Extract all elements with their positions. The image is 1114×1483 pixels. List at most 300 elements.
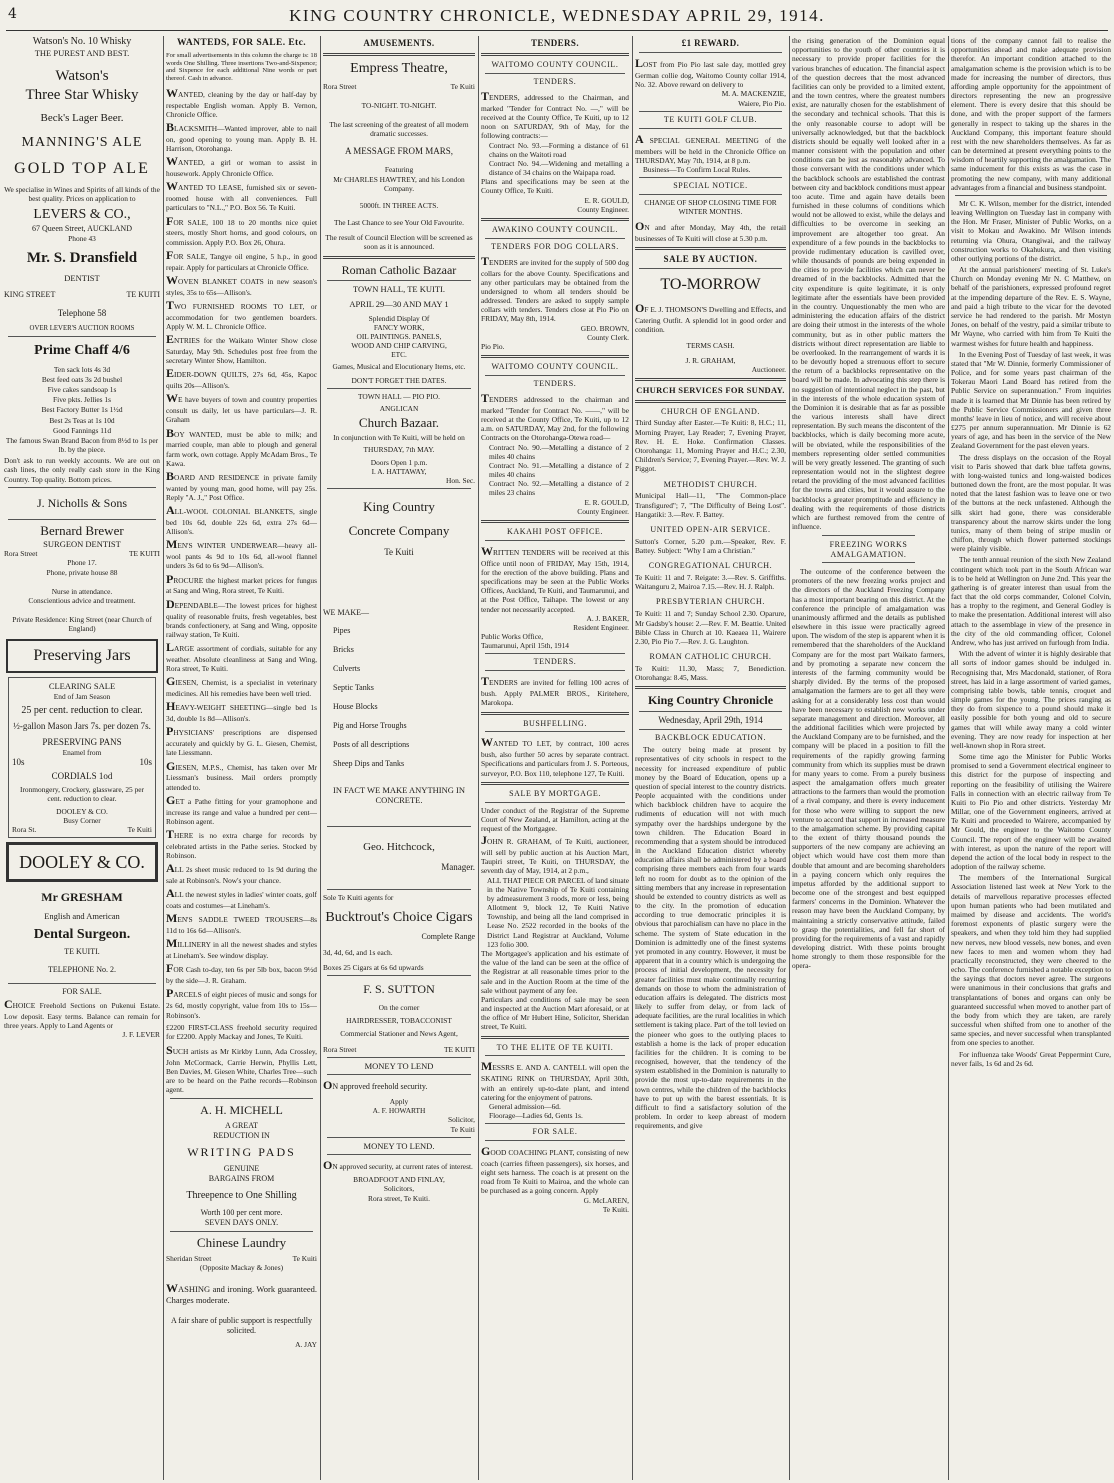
rule (485, 238, 625, 239)
notice-heading: TENDERS. (533, 77, 577, 87)
ad-chaff-prices (4, 365, 160, 455)
notice-text: A SPECIAL GENERAL MEETING of the members will be held in the Chronicle Office on THURSDAY, May 7th, 1914, at 8 p.m. (635, 131, 786, 165)
ad-busy-corner: Busy Corner (63, 815, 101, 825)
ad-dental-surgeon: Dental Surgeon. (33, 926, 131, 942)
ad-becks: Beck's Lager Beer. (40, 112, 124, 125)
ad-2200: £2200 FIRST-CLASS freehold security required for £2200. Apply Mackay and Jones, Te Kuiti. (166, 1022, 317, 1041)
ad-conscientious: Conscientious advice and treatment. (28, 595, 136, 605)
rule (481, 1036, 629, 1039)
ad-rora: Rora Street (4, 549, 38, 559)
price-line: Best Factory Butter 1s 1½d (41, 405, 123, 415)
classified-ad: WANTED, cleaning by the day or half-day by respectable English woman. Apply B. Vernon, Chronicle Office. (166, 85, 317, 119)
rule (635, 686, 786, 689)
page-number: 4 (8, 6, 17, 22)
rule (8, 983, 156, 984)
concrete-products-list (323, 626, 475, 768)
price-line: Ten sack lots 4s 3d (53, 364, 111, 374)
column-1 (4, 36, 160, 1480)
ad-solicitor: Solicitor, (447, 1115, 475, 1125)
price-line: Good Fannings 11d (52, 425, 112, 435)
classified-ad: HEAVY-WEIGHT SHEETING—single bed 1s 3d, double 1s 8d—Allison's. (166, 699, 317, 724)
ad-we-make: WE MAKE— (323, 608, 369, 618)
ad-nicholls: J. Nicholls & Sons (36, 495, 127, 510)
ad-conjunction: In conjunction with Te Kuiti, will be held on (333, 433, 465, 443)
product-item: Culverts (333, 664, 361, 674)
ad-cigar-prices: 3d, 4d, 6d, and 1s each. (323, 947, 393, 957)
ad-town-hall-pio: TOWN HALL — PIO PIO. (358, 391, 440, 401)
notice-heading: SALE BY MORTGAGE. (509, 788, 601, 798)
column-rule (163, 36, 164, 1480)
church-heading: ROMAN CATHOLIC CHURCH. (649, 652, 772, 662)
rule (485, 73, 625, 74)
rule (327, 280, 471, 281)
classified-ad: BOARD AND RESIDENCE in private family wanted by young man, good home, will pay 25s. Reply "A. J.," Post Office. (166, 468, 317, 502)
ad-bargains: BARGAINS FROM (208, 1174, 275, 1184)
ad-specialise: We specialise in Wines and Spirits of all kinds of the best quality. Prices on application to (4, 184, 160, 204)
ad-tonight: TO-NIGHT. TO-NIGHT. (361, 100, 437, 110)
ad-for-sale: FOR SALE. (62, 986, 102, 996)
ad-dransfield-location (4, 290, 160, 300)
classified-ad: MILLINERY in all the newest shades and styles at Lineham's. See window display. (166, 936, 317, 961)
ad-end-season: End of Jam Season (53, 691, 111, 701)
notice-text: The Mortgagee's application and his estimate of the value of the land can be seen at the office of the Registrar at all reasonable times prior to the sale and in the Auction Room at the time of the sale without payment of any fee. (481, 949, 629, 995)
notice-heading: FOR SALE. (532, 1127, 578, 1137)
ad-empress-location (323, 82, 475, 91)
news-text: In the Evening Post of Tuesday of last week, it was stated that "Mr W. Dinnie, formerly Commissioner of Police, and for some years past chairman of the Tokerau Maori Land Board has retired from the Public Service on superannuation." From inquiries made it is learned that Mr Dinnie has been retired by the Public Service Commissioners and given three months' leave in lieu of notice, and will receive about £275 per annum superannuation. Mr Dinnie is 62 years of age, and has been in the service of the New Zealand Government for the past eleven years. (951, 349, 1111, 451)
rule (822, 535, 915, 536)
ad-pans: PRESERVING PANS (42, 736, 122, 747)
notice-heading: SPECIAL NOTICE. (673, 181, 748, 191)
ad-rc-bazaar: Roman Catholic Bazaar (341, 262, 457, 277)
product-item: Septic Tanks (333, 683, 374, 693)
ad-stationer: Commercial Stationer and News Agent, (340, 1029, 458, 1039)
notice-signature: M. A. MACKENZIE, (721, 89, 786, 99)
column-7 (951, 36, 1111, 1480)
ad-sutton: F. S. SUTTON (363, 982, 435, 997)
notice-text: MESSRS E. AND A. CANTELL will open the SKATING RINK on THURSDAY, April 30th, with an entirely up-to-date plant, and intend catering for the enjoyment of patrons. (481, 1059, 629, 1102)
notice-heading: WAITOMO COUNTY COUNCIL. (491, 362, 619, 372)
column-rule (948, 36, 949, 1480)
ad-levers: LEVERS & CO., (33, 207, 131, 223)
ad-howarth: A. F. HOWARTH (372, 1106, 426, 1116)
notice-text: General admission—6d. (489, 1101, 561, 1111)
ad-gresham: Mr GRESHAM (41, 890, 123, 905)
notice-signature: J. R. GRAHAM, (685, 355, 736, 365)
ad-te-kuiti: TE KUITI (126, 289, 160, 299)
rule (327, 388, 471, 389)
notice-text: JOHN R. GRAHAM, of Te Kuiti, auctioneer, will sell by public auction at his Auction Mart, Taupiri street, Te Kuiti, on THURSDAY, the seventh day of May, 1914, at 2 p.m., (481, 833, 629, 876)
ad-levers-phone: Phone 43 (68, 233, 96, 243)
rule (327, 1154, 471, 1155)
ad-dooley-small: DOOLEY & CO. (56, 806, 108, 816)
classified-ad: WANTED, a girl or woman to assist in housework. Apply Chronicle Office. (166, 154, 317, 179)
ad-purest: THE PUREST AND BEST. (34, 48, 130, 59)
rule (485, 1055, 625, 1056)
ad-tomorrow: TO-MORROW (660, 276, 761, 294)
rule (485, 540, 625, 541)
newspaper-title: KING COUNTRY CHRONICLE, WEDNESDAY APRIL 29, 1914. (289, 6, 825, 25)
ad-great: A GREAT (224, 1121, 259, 1131)
notice-text: Particulars and conditions of sale may be seen and inspected at the Auction Mart aforesaid, or at the office of Mr Hubert Hine, Solicitor, Sheridan street, Te Kuiti. (481, 994, 629, 1032)
ad-bucktrout: Bucktrout's Choice Cigars (325, 909, 473, 925)
ad-telephone: Telephone 58 (57, 307, 107, 318)
ad-enamel-prices (12, 757, 152, 768)
notice-subheading: CHANGE OF SHOP CLOSING TIME FOR WINTER MONTHS. (644, 197, 777, 217)
notice-heading: KAKAHI POST OFFICE. (507, 526, 603, 536)
rule (639, 111, 782, 112)
ad-concrete-te-kuiti: Te Kuiti (384, 547, 414, 558)
rule (639, 711, 782, 712)
news-text: Mr C. K. Wilson, member for the district, intended leaving Wellington on Tuesday last in company with the Hon. Mr Fraser, Minister of Public Works, on a visit to Mokau and Awakino. Mr Wilson intends returning via Ohura, Otangiwai, and the railway construction works to Okahukura, and then visiting other outlying portions of the district. (951, 198, 1111, 263)
notice-signature: E. R. GOULD, (584, 497, 629, 507)
ad-hitchcock: Geo. Hitchcock, (363, 840, 435, 853)
rule (485, 731, 625, 732)
rule (327, 1057, 471, 1058)
ad-money-to-lend-2: MONEY TO LEND. (363, 1140, 435, 1151)
editorial-masthead: King Country Chronicle (647, 693, 774, 708)
ad-last-screening: The last screening of the greatest of all modern dramatic successes. (329, 119, 469, 139)
ad-goldtop: GOLD TOP ALE (14, 160, 150, 178)
ad-gresham-telephone: TELEPHONE No. 2. (48, 965, 116, 975)
rule (485, 1140, 625, 1141)
ad-mannings: MANNING'S ALE (21, 134, 143, 150)
church-heading: PRESBYTERIAN CHURCH. (656, 597, 765, 607)
notice-text: ALL THAT PIECE OR PARCEL of land situate in the Native Township of Te Kuiti containing by admeasurement 3 roods, more or less, being Allotment 9, block 12, Te Kuiti Native Township, and being all the land comprised in Lease No. 2522 recorded in the books of the District Land Registrar at Auckland, Volume 123 folio 300. (487, 875, 629, 949)
notice-heading: WAITOMO COUNTY COUNCIL. (491, 60, 619, 70)
news-text: The members of the International Surgical Association listened last week at New York to the details of marvellous reparative processes effected upon human patients who had been mutilated and maimed by disease and accidents. The world's foremost exponents of plastic surgery were the speakers, and when they told him they had supplied new nerves, new blood vessels, new bones, and even new faces to men and women whom they had practically reconstructed, they were cheered to the echo. The conference furnished a notable exception to the sayings that doctors never agree. The surgeons were unanimous in their conclusions that grafts and transplantations of bones and organs can only be guaranteed successful when moved to another part of the body from which they are taken, are rarely successful when shifted from one to another of the same species, and never successful when transplanted from one species to another. (951, 873, 1111, 1048)
ad-sheridan: Sheridan Street (166, 1254, 212, 1264)
ad-michell: A. H. MICHELL (200, 1102, 283, 1117)
ad-rora-kuiti: Rora street, Te Kuiti. (368, 1193, 430, 1203)
rule (323, 256, 475, 259)
ad-fair-share: A fair share of public support is respectfully solicited. (170, 1316, 313, 1335)
ad-dont-forget: DON'T FORGET THE DATES. (351, 375, 447, 385)
notice-text: GOOD COACHING PLANT, consisting of new coach (carries fifteen passengers), six horses, and eight sets harness. The coach is at present on the road from Te Kuiti to Mairoa, and the whole can be purchased as a going concern. Apply (481, 1144, 629, 1196)
ad-church-bazaar: Church Bazaar. (358, 415, 440, 431)
rule (8, 336, 156, 337)
product-item: Posts of all descriptions (333, 739, 410, 749)
classified-ad: LARGE assortment of cordials, suitable for any weather. Absolute cleanliness at Sang and Wing, Rora street, Te Kuiti. (166, 640, 317, 674)
ad-solicitors: Solicitors, (383, 1184, 415, 1194)
ad-oil-paintings: OIL PAINTINGS. PANELS, (356, 331, 442, 341)
classified-ad: GET a Pathe fitting for your gramophone and increase its range and value a hundred per cent—Robinson agent. (166, 792, 317, 826)
notice-text: ON and after Monday, May 4th, the retail businesses of Te Kuiti will close at 5.30 p.m. (635, 219, 786, 244)
ad-wood-carving: WOOD AND CHIP CARVING, (351, 341, 447, 351)
classified-ad: PHYSICIANS' prescriptions are dispensed accurately and quickly by G. L. Giesen, Chemist, late Liessmann. (166, 724, 317, 758)
product-item: Pig and Horse Troughs (333, 720, 407, 730)
ad-5000ft: 5000ft. IN THREE ACTS. (359, 200, 439, 210)
church-heading: UNITED OPEN-AIR SERVICE. (650, 524, 771, 534)
notice-text: Plans and specifications may be seen at the County Office, Te Kuiti. (481, 177, 629, 196)
rule (8, 487, 156, 488)
ad-reduction-in: REDUCTION IN (213, 1131, 270, 1141)
price-line: Five pkts. Jellies 1s (53, 395, 111, 405)
classified-ad: WOVEN BLANKET COATS in new season's styles, 35s to 65s—Allison's. (166, 272, 317, 297)
editorial-text: The outcry being made at present by representatives of city schools in respect to the necessity for increased expenditure of public money by the Board of Education, opens up a question of special interest to the country districts. People acquainted with the conditions under which backblock children have to acquire the rudiments of education will not with much sympathy over the hardships undergone by the town children. The Education Board in recommending that a system should be introduced in the Auckland Education district whereby education affairs shall be administered by a board comprising three members each from four wards left no room for doubt as to the opinion of the sitting members that any increase in representation should be extended to country districts as well as to the city. In the promotion of education according to true democratic principles it is obvious that parochialism can have no place in the scheme. The system of State education in the Dominion is admittedly one of the finest systems yet promoted in any country. However, it must be apparent that in a country which is undergoing the process of initial development, the necessity for greater facilities must make continually recurring demands on those to whom the administration of education affairs is delegated. The districts most likely to suffer from delay, or from lack of adequate facilities, are the rural localities in which settlement is taking place. Part of the toll levied on the pioneer who goes to the outlying places to establish a home is the lack of proper education facilities for the children. It is coming to be recognised, however, that the tendency of the system established in the Dominion is naturally to provide the most up-to-date requirements in the town centres, while the children of the backblocks have to put up with the barest essentials. It is difficult to find a satisfactory solution of the problem. In order to keep abreast of modern requirements, and give (635, 745, 786, 1131)
price-line: Best feed oats 3s 2d bushel (41, 374, 123, 384)
notice-terms: TERMS CASH. (686, 340, 735, 350)
rule (955, 195, 1107, 196)
rule (485, 653, 625, 654)
classified-ad: BLACKSMITH—Wanted improver, able to nail on, good opening to young man. Apply B. H. Harrison, Otorohanga. (166, 120, 317, 154)
ad-broadfoot: BROADFOOT AND FINLAY, (353, 1175, 445, 1185)
notice-title: Auctioneer. (751, 364, 786, 374)
notice-heading: TE KUITI GOLF CLUB. (663, 114, 758, 124)
ad-threepence: Threepence to One Shilling (186, 1189, 297, 1201)
ad-such-artists: SUCH artists as Mr Kirkby Lunn, Ada Crossley, John McCormack, Carrie Herwin, Phyllis Lett, Ben Davies, M. Giesen White, Charles Tree—such are to be heard on the Pathe records—Robinson agent. (166, 1043, 317, 1095)
notice-contract: Contract No. 93.—Forming a distance of 61 chains on the Waitoti road (489, 140, 629, 159)
ad-featuring: Featuring (384, 165, 414, 175)
price-line: Five cakes sandsoap 1s (47, 385, 117, 395)
rule (639, 128, 782, 129)
ad-phone-17: Phone 17. (67, 558, 97, 568)
rule (635, 378, 786, 381)
editorial-text: the rising generation of the Dominion equal opportunities to the youth of other countries it is necessary to provide proper facilities for the various branches of education. The financial aspect of the question decrees that the most advanced facilities can only be provided to a limited extent, and the town centres, where the greatest numbers exist, are naturally chosen for the establishment of the secondary and technical schools. That this is the only reasonable course to adopt will be universally acknowledged, but that the backblock districts should be equally well looked after in a manner consistent with the population and other conditions can be just as reasonably advanced. To those conversant with the conditions under which the backblock schools are established the contrast between city and backblock conditions must appear too acute. Time and again have details been furnished in these columns of conditions which would not be allowed to exist, while the delays and difficulties to be overcome in seeking an improvement are altogether too great. An expenditure of a few pounds in the backblocks to provide rudimentary education is cavilled over, while thousands of pounds are being expended in the cities to provide facilities which can never be dreamed of in the backblocks. Admitted that the city expenditure is quite legitimate, it is only legitimate after the essentials have been provided in the country. Unquestionably the men who are administering the education affairs of the district are doing their utmost in the interests of the whole community, but as in other public matters the districts without direct representation are liable to be overlooked. In the rearrangement of wards it is to be devoutly hoped a strenuous effort to secure the return of a backblocks representative on the board will be made. In advocating this step there is no suggestion of intentional neglect in the past, but in the interests of the whole education system of the Dominion it is desirable that as far as possible the various interests shall have direct representation. By such means the discontent of the backblocks, which is daily becoming more acute, will be obviated, while the responsibilities of the members representing older settled communities will be very greatly lessened. The granting of such representation would not in the slightest degree retard the providing of the most advanced facilities for the towns and cities, but it would assure to the backblocks a greater promptitude and efficiency in dealing with the requirements of those districts which are furthest removed from the centre of influence. (792, 36, 945, 532)
ad-phone-private: Phone, private house 88 (46, 567, 118, 577)
section-heading-tenders: TENDERS. (531, 38, 579, 48)
church-text: Sutton's Corner, 5.20 p.m.—Speaker, Rev. F. Battey. Subject: "Why I am a Christian." (635, 536, 786, 555)
editorial-heading: BACKBLOCK EDUCATION. (654, 733, 767, 743)
ad-thursday-7th: THURSDAY, 7th MAY. (363, 445, 435, 455)
ad-boxes: Boxes 25 Cigars at 6s 6d upwards (323, 963, 424, 972)
ad-dooley-big: DOOLEY & CO. (6, 842, 158, 882)
church-text: Third Sunday after Easter.—Te Kuiti: 8, H.C.; 11, Morning Prayer, Lay Reader; 7, Evening Prayer, Rev. H. E. Hoke. Confirmation Classes. Otorohanga: 11, Morning Prayer and H.C.; 2.30, Children's Service; 7, Evening Prayer.—Rev. W. J. Piggot. (635, 418, 786, 474)
news-text: The dress displays on the occasion of the Royal visit to Paris showed that dark blue taffeta gowns, with long-waisted tunics and long-waisted bodices buttoned down the front, are the most popular. It was noted that the latest fashion was to leave one or two of the buttons at the neck unfastened. Although the silk skirt had gone, there was considerable transparency about the narrow skirts under the long tunics, many of them being of stripe muslin or chiffon, through which flower patterned stockings were plainly visible. (951, 452, 1111, 554)
rule (485, 375, 625, 376)
editorial-date: Wednesday, April 29th, 1914 (658, 715, 763, 726)
classified-ad: ALL the newest styles in ladies' winter coats, golf coats and costumes—at Lineham's. (166, 886, 317, 911)
ad-watsons-10: Watson's No. 10 Whisky (32, 36, 132, 47)
notice-place: Pio Pio. (481, 341, 505, 351)
news-text: With the advent of winter it is highly desirable that all sorts of indoor games should be indulged in. Recognising that, Mrs Macdonald, stationer, of Rora street, has laid in a large assortment of varied games, comprising table bowls, table tennis, croquet and simple games for the young. The prices ranging as they do from sixpence to a pound should make it easily possible for both young and old to secure games that will while away many a cold winter evening. They are now ready for inspection at her well-known shop in Rora street. (951, 649, 1111, 750)
price: 10s (12, 756, 25, 767)
notice-text: WRITTEN TENDERS will be received at this Office until noon of FRIDAY, May 15th, 1914, for the erection of the above building. Plans and specifications may be seen at the Public Works Offices, Auckland, Te Kuiti, and Taumarunui, and at the Post Office, Taihape. The lowest or any tender not necessarily accepted. (481, 543, 629, 614)
column-4 (481, 36, 629, 1480)
ad-splendid: Splendid Display Of (368, 313, 430, 323)
ad-dentist: DENTIST (64, 273, 100, 284)
ad-nurse: Nurse in attendance. (51, 586, 113, 596)
notice-text: TENDERS are invited for felling 100 acres of bush. Apply PALMER BROS., Kiritehere, Marokopa. (481, 674, 629, 708)
ad-approved-2: ON approved security, at current rates of interest. (323, 1158, 473, 1173)
ad-chaff-note: Don't ask to run weekly accounts. We are out on cash lines, the only really cash store in the King Country. Top quality. Bottom prices. (4, 456, 160, 484)
rule (170, 1231, 313, 1232)
classified-ad: EIDER-DOWN QUILTS, 27s 6d, 45s, Kapoc quilts 20s—Allison's. (166, 366, 317, 391)
column-rule (632, 36, 633, 1480)
ad-howarth-te-kuiti: Te Kuiti (450, 1124, 475, 1134)
editorial-heading: FREEZING WORKS AMALGAMATION. (829, 540, 908, 560)
ad-doors-open: Doors Open 1 p.m. (370, 457, 428, 467)
notice-contract: Contract No. 92.—Metalling a distance of 2 miles 23 chains (489, 479, 629, 498)
ad-laundry-location (166, 1254, 317, 1263)
ad-etc: ETC. (391, 350, 407, 360)
ad-concrete-company: Concrete Company (348, 523, 450, 539)
ad-clearing: CLEARING SALE (48, 681, 116, 692)
ad-surgeon-dentist: SURGEON DENTIST (43, 538, 121, 549)
ad-complete-range: Complete Range (421, 931, 475, 941)
church-text: Te Kuiti: 11.30, Mass; 7, Benediction. Otorohanga: 8.45, Mass. (635, 663, 786, 683)
editorial-text: The outcome of the conference between the promoters of the new freezing works project and the directors of the Auckland Freezing Company has a most important bearing on this district. At the conference the principle of amalgamation was unanimously affirmed and the details as published elsewhere in this issue were practically agreed upon. The wisdom of the step is apparent when it is remembered that the shareholders of the Auckland Company are for the most part Waikato farmers, and by promoting a separate new concern the interests of the farming community would be sharply divided. By the terms of the proposed amalgamation the farmers are to get all they were asking for at a considerably less cost than would have been necessary to establish new works under separate management and direction. Moreover, all the additional facilities which were projected by the Auckland Company are to be furnished, and the company will be placed in a position to fill the requirements of the rapidly growing farming community from which its supplies must be drawn for many years to come. From a purely business aspect the amalgamation offers much greater attractions to the farmers than would the promotion of a rival company, and there is every inducement for those who were willing to support the new venture to accord that support in increased measure to the amalgamation scheme. By providing capital to the extent of thirty thousand pounds the supporters of the new company are achieving an object which would have cost them more than double that amount and are becoming shareholders in a paying concern which only requires the impetus afforded by the additional support to become one of the strongest and best equipped farmers' concerns in the Dominion. Whatever the reason may have been the Auckland Company, by maintaining a strictly conservative attitude, failed to grasp the potentialities, and fell far short of providing for the requirements of a vast and rapidly developing district. With these points brought home strongly to them those responsible for the opera- (792, 567, 945, 971)
rule (323, 53, 475, 56)
ad-te-kuiti: Te Kuiti (292, 1254, 317, 1264)
ad-message-from-mars: A MESSAGE FROM MARS, (344, 146, 454, 157)
ad-chinese-laundry: Chinese Laundry (196, 1235, 287, 1251)
rule (635, 247, 786, 250)
rule (8, 519, 156, 520)
notice-text: Floorage—Ladies 6d, Gents 1s. (489, 1111, 583, 1121)
classified-ad: THERE is no extra charge for records by celebrated artists in the Pathe series. Stocked by Robinson. (166, 827, 317, 861)
masthead-rule (6, 30, 1108, 31)
ad-king-street: KING STREET (4, 289, 56, 299)
classified-ad: PARCELS of eight pieces of music and songs for 2s 6d, mostly copyright, value from 10s to 15s—Robinson's. (166, 986, 317, 1020)
rule (481, 53, 629, 56)
ad-fancy-work: FANCY WORK, (373, 322, 425, 332)
classified-ad: DEPENDABLE—The lowest prices for highest quality of reasonable fruits, fresh vegetables, best brands confectionery, at Sang and Wing, opposite railway station, Te Kuiti. (166, 596, 317, 639)
notice-signature: A. J. BAKER, (586, 613, 629, 623)
church-heading: CONGREGATIONAL CHURCH. (648, 561, 773, 571)
ad-rora: Rora Street (323, 81, 357, 91)
notice-contract: Contract No. 90.—Metalling a distance of 2 miles 40 chains (489, 442, 629, 461)
notice-heading: AWAKINO COUNTY COUNCIL. (492, 224, 618, 234)
notice-heading: TO THE ELITE OF TE KUITI. (496, 1042, 614, 1052)
notice-title: Resident Engineer. (573, 622, 629, 632)
ad-te-kuiti: Te Kuiti (127, 824, 152, 834)
section-heading-reward: £1 REWARD. (681, 38, 740, 48)
notice-text: Under conduct of the Registrar of the Supreme Court of New Zealand, at Hamilton, acting at the request of the Mortgagee. (481, 805, 629, 834)
ad-lever-signature: J. F. LEVER (122, 1030, 160, 1040)
ad-anglican: ANGLICAN (379, 403, 419, 413)
ad-levers-address: 67 Queen Street, AUCKLAND (32, 223, 132, 233)
notice-place: Te Kuiti. (602, 1204, 629, 1214)
ad-english-american: English and American (44, 911, 120, 922)
notice-signature: GEO. BROWN, (580, 323, 629, 333)
price-line: Best 2s Teas at 1s 10d (49, 415, 115, 425)
notice-text: WANTED TO LET, by contract, 100 acres bush, also further 50 acres by separate contract. Specifications and particulars from J. S. Porteous, surveyor, P.O. Box 110, telephone 127, Te Kuiti. (481, 735, 629, 778)
column-5 (635, 36, 786, 1480)
notice-heading: SALE BY AUCTION. (663, 254, 758, 265)
ad-watsons: Watson's (55, 67, 109, 84)
rule (327, 975, 471, 976)
classified-ad: ALL 2s sheet music reduced to 1s 9d during the sale at Robinson's. Now's your chance. (166, 861, 317, 886)
ad-te-kuiti: TE KUITI (444, 1044, 475, 1054)
church-heading: CHURCH OF ENGLAND. (660, 406, 761, 416)
ad-sutton-location (323, 1045, 475, 1054)
ad-te-kuiti: Te Kuiti (450, 81, 475, 91)
classified-ad: MEN'S SADDLE TWEED TROUSERS—8s 11d to 16s 6d—Allison's. (166, 911, 317, 936)
rule (639, 52, 782, 53)
ad-ironmongery: Ironmongery, Crockery, glassware, 25 per cent. reduction to clear. (19, 785, 145, 804)
ad-seven-days: SEVEN DAYS ONLY. (204, 1218, 279, 1228)
classified-ad: GIESEN, Chemist, is a specialist in veterinary medicines. All his remedies have been well tried. (166, 674, 317, 699)
ad-empress-theatre: Empress Theatre, (350, 61, 448, 77)
rule (327, 826, 471, 827)
section-heading-church: CHURCH SERVICES FOR SUNDAY. (636, 385, 785, 396)
price: 10s (139, 756, 152, 767)
ad-in-fact: IN FACT WE MAKE ANYTHING IN CONCRETE. (333, 784, 465, 806)
ad-te-kuiti: TE KUITI (129, 549, 160, 559)
classified-ad: FOR Cash to-day, ten 6s per 5lb box, bacon 9½d by the side—J. R. Graham. (166, 961, 317, 986)
ad-writing-pads: WRITING PADS (187, 1145, 296, 1160)
church-text: Te Kuiti: 11 and 7; Sunday School 2.30. Oparure, Mr Gadsby's house: 2.—Rev. F. M. Beattie. United Bible Class in Church at 10. Kaeaea 11, Wairere 2.30, Pio Pio 7.—Rev. J. G. Laughton. (635, 609, 786, 646)
rule (485, 1123, 625, 1124)
ad-hawtrey: Mr CHARLES HAWTREY, and his London Company. (333, 174, 465, 193)
rule (635, 400, 786, 403)
ad-manager: Manager. (441, 862, 475, 873)
notice-heading: TENDERS FOR DOG COLLARS. (491, 241, 619, 251)
church-heading: METHODIST CHURCH. (663, 479, 758, 489)
church-text: Te Kuiti: 11 and 7. Reigate: 3.—Rev. S. Griffiths. Waitanguru 2, Mairoa 7.15.—Rev. H. J. Ralph. (635, 573, 786, 592)
rule (485, 670, 625, 671)
section-heading-amusements: AMUSEMENTS. (363, 38, 435, 48)
classified-ad: MEN'S WINTER UNDERWEAR—heavy all-wool pants 4s 9d to 10s 6d, all-wool flannel unders 3s 6d to 6s 9d—Allison's. (166, 537, 317, 571)
notice-signature: G. McLAREN, (583, 1195, 629, 1205)
ad-choice-sections: CHOICE Freehold Sections on Pukenui Estate. Low deposit. Easy terms. Balance can remain for three years. Apply to Land Agents or (4, 996, 160, 1030)
ad-washing: WASHING and ironing. Work guaranteed. Charges moderate. (166, 1280, 317, 1306)
rule (639, 194, 782, 195)
ad-worth: Worth 100 per cent more. (200, 1208, 283, 1218)
ad-opposite: (Opposite Mackay & Jones) (199, 1263, 284, 1273)
ad-cordials: CORDIALS 1od (51, 771, 113, 782)
ad-king-country: King Country (363, 499, 435, 515)
news-text: Some time ago the Minister for Public Works promised to send a Government electrical engineer to this district for the purpose of inspecting and reporting on the feasibility of utilising the Wairere Falls in connection with an electric railway from Te Kuiti to Pio Pio and other districts. Yesterday Mr Millar, one of the Government engineers, arrived at Te Kuiti and proceeded to Wairere, accompanied by Mr Gould, the engineer to the Waitomo County Council. The report of the engineer will be awaited with interest, as upon the nature of the report will depend the action of the local body in respect to the adoption of the railway scheme. (951, 752, 1111, 872)
rule (327, 1137, 471, 1138)
classified-ad: TWO FURNISHED ROOMS TO LET, or accommodation for two gentlemen boarders. Apply W. M. L. Chronicle Office. (166, 297, 317, 331)
rule (481, 355, 629, 358)
ad-dransfield: Mr. S. Dransfield (26, 249, 138, 266)
classified-ad: GIESEN, M.P.S., Chemist, has taken over Mr Liessman's business. Mail orders promptly attended to. (166, 758, 317, 792)
news-text: The tenth annual reunion of the sixth New Zealand contingent which took part in the South African war is to be held at Wellington on June 2nd. This year the gathering is of greater interest than usual from the fact that the old corps commander, Colonel Colvin, has a trophy to the regiment, and General Godley is to make the presentation. Additional interest will also attach to the assemblage in view of the presence in the city of the old commanding officer, Colonel Andrew, who has just arrived on furlough from India. (951, 555, 1111, 647)
notice-signature: E. R. GOULD, (584, 195, 629, 205)
notice-title: County Engineer. (577, 204, 629, 214)
section-heading-wanteds: WANTEDS, FOR SALE. Etc. (176, 38, 307, 48)
classified-ad: PROCURE the highest market prices for fungus at Sang and Wing, Rora street, Te Kuiti. (166, 571, 317, 596)
rule (170, 1098, 313, 1099)
rule (822, 562, 915, 563)
news-text: tions of the company cannot fail to realise the opportunities ahead and make adequate provision therefor. An important condition attached to the amalgamation scheme is the provision which is to be made for increasing the number of directors, thus affording ample opportunity for the appointment of directors representing the new an progressive element. There is every desire that this should be done, and with the proper support of the farmers generally in respect to taking up the shares in the Auckland Company, this important feature should rest with the new shareholders themselves. As far as can be determined at present everything points to the wisdom of heartily supporting the amalgamation. The same inducement for this exists as was the case in promoting the new company, with many additional advantages from a financial and business standpoint. (951, 36, 1111, 192)
notice-text: OF E. J. THOMSON'S Dwelling and Effects, and Catering Outfit. A splendid lot in good order and condition. (635, 301, 786, 335)
notice-heading: TENDERS. (533, 657, 577, 667)
notice-place: Waiere, Pio Pio. (738, 98, 786, 108)
rule (481, 218, 629, 221)
price-line: The famous Swan Brand Bacon from 8½d to 1s per lb. by the piece. (5, 435, 159, 455)
product-item: House Blocks (333, 701, 378, 711)
rule (639, 177, 782, 178)
rule (485, 802, 625, 803)
classified-ad: WE have buyers of town and country properties consult us daily, let us have particulars—J. R. Graham (166, 391, 317, 425)
notice-date: Taumarunui, April 15th, 1914 (481, 641, 569, 651)
notice-text: TENDERS are invited for the supply of 500 dog collars for the above County. Specifications and any other particulars may be obtained from the undersigned to whom all tenders should be addressed. Tenders are asked to supply sample collars with tenders. Tenders close at Pio Pio on FRIDAY, May 8th, 1914. (481, 253, 629, 324)
ad-hon-sec: Hon. Sec. (446, 475, 475, 485)
classified-ads-list (166, 86, 317, 1020)
product-item: Sheep Dips and Tanks (333, 758, 405, 768)
ad-clearing-sale-box (8, 677, 156, 838)
ad-genuine: GENUINE (223, 1164, 260, 1174)
column-rule (478, 36, 479, 1480)
notice-place: Public Works Office, (481, 632, 544, 642)
church-text: Municipal Hall—11, "The Common-place Transfigured"; 7, "The Difficulty of Being Lost". Hangatiki: 3.—Rev. F. Battey. (635, 491, 786, 519)
ad-hairdresser: HAIRDRESSER, TOBACCONIST (346, 1016, 452, 1026)
ad-three-star: Three Star Whisky (25, 86, 139, 103)
classified-ad: FOR SALE, Tangye oil engine, 5 h.p., in good repair. Apply for particulars at Chronicle Office. (166, 247, 317, 272)
product-item: Pipes (333, 626, 351, 636)
ad-council-result: The result of Council Election will be screened as soon as it is announced. (325, 233, 473, 252)
notice-heading: TENDERS. (533, 379, 577, 389)
classified-ad: ALL-WOOL COLONIAL BLANKETS, single bed 10s 6d, double 22s 6d, extra 27s 6d—Allison's. (166, 503, 317, 537)
rule (327, 1074, 471, 1075)
rule (481, 712, 629, 715)
classified-ad: ENTRIES for the Waikato Winter Show close Saturday, May 9th. Schedules post free from the secretary Winter Show, Hamilton. (166, 332, 317, 366)
notice-contract: Contract No. 94.—Widening and metalling a distance of 34 chains on the Waipapa road. (489, 158, 629, 178)
notice-title: County Clerk. (587, 332, 629, 342)
